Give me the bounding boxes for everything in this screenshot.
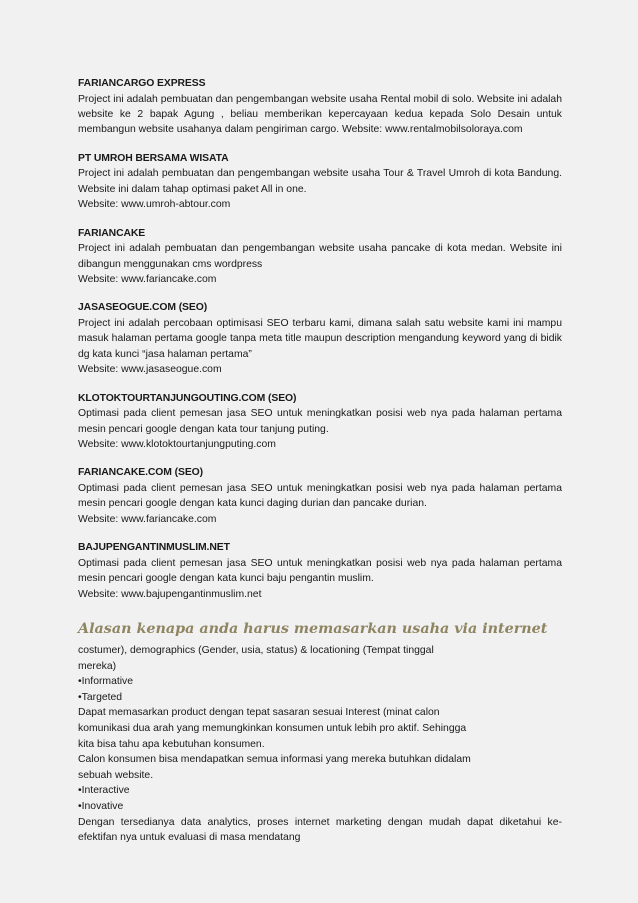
project-website: Website: www.bajupengantinmuslim.net xyxy=(78,588,262,600)
body-line: Dengan tersedianya data analytics, proses internet marketing dengan mudah dapat diketahui ke- xyxy=(78,816,562,828)
section-heading: Alasan kenapa anda harus memasarkan usaha via internet xyxy=(78,621,548,638)
project-title: JASASEOGUE.COM (SEO) xyxy=(78,302,208,314)
body-line: komunikasi dua arah yang memungkinkan konsumen untuk lebih pro aktif. Sehingga xyxy=(78,723,467,735)
project-website: Website: www.jasaseogue.com xyxy=(78,364,222,376)
body-line: mereka) xyxy=(78,660,117,672)
project-title: FARIANCARGO EXPRESS xyxy=(78,78,206,89)
project-entry xyxy=(78,151,562,213)
project-entry xyxy=(78,540,562,602)
body-line: sebuah website. xyxy=(78,769,154,781)
project-website: Website: www.fariancake.com xyxy=(78,274,217,286)
project-website: Website: www.umroh-abtour.com xyxy=(78,199,231,211)
project-entry xyxy=(78,300,562,377)
project-title: BAJUPENGANTINMUSLIM.NET xyxy=(78,542,230,554)
project-title: KLOTOKTOURTANJUNGOUTING.COM (SEO) xyxy=(78,392,297,404)
section-body xyxy=(78,643,562,846)
body-line: Dapat memasarkan product dengan tepat sasaran sesuai Interest (minat calon xyxy=(78,707,440,719)
body-line: kita bisa tahu apa kebutuhan konsumen. xyxy=(78,738,265,750)
bullet-item: •Interactive xyxy=(78,785,130,797)
bullet-item: •Informative xyxy=(78,676,134,688)
page-content xyxy=(78,76,562,846)
project-title: FARIANCAKE xyxy=(78,227,146,239)
body-line: costumer), demographics (Gender, usia, status) & locationing (Tempat tinggal xyxy=(78,645,434,657)
project-website: Website: www.klotoktourtanjungputing.com xyxy=(78,439,276,451)
project-description: Optimasi pada client pemesan jasa SEO untuk meningkatkan posisi web nya pada halaman pertama mesin pencari google dengan kata kunci baju pengantin muslim. xyxy=(78,557,562,585)
project-website: Website: www.fariancake.com xyxy=(78,513,217,525)
project-title: PT UMROH BERSAMA WISATA xyxy=(78,152,229,164)
project-description: Project ini adalah pembuatan dan pengembangan website usaha pancake di kota medan. Website ini dibangun menggunakan cms wordpress xyxy=(78,243,562,270)
project-entry xyxy=(78,391,562,453)
bullet-item: •Targeted xyxy=(78,691,123,703)
project-entry xyxy=(78,226,562,288)
project-description: Project ini adalah pembuatan dan pengembangan website usaha Rental mobil di solo. Website ini adalah website ke 2 bapak Agung , beliau memberikan kepercayaan kedua kepada Solo Desain untuk membangun website usahanya dalam pengiriman cargo. Website: www.rentalmobilsoloraya.com xyxy=(78,93,562,136)
body-line: Calon konsumen bisa mendapatkan semua informasi yang mereka butuhkan didalam xyxy=(78,754,471,766)
project-description: Project ini adalah percobaan optimisasi SEO terbaru kami, dimana salah satu website kami ini mampu masuk halaman pertama google tanpa meta title maupun description mengandung keyword yang di bidik dg kata kunci “jasa halaman pertama” xyxy=(78,318,562,360)
project-description: Optimasi pada client pemesan jasa SEO untuk meningkatkan posisi web nya pada halaman pertama mesin pencari google dengan kata tour tanjung puting. xyxy=(78,408,562,435)
bullet-item: •Inovative xyxy=(78,801,124,813)
project-description: Optimasi pada client pemesan jasa SEO untuk meningkatkan posisi web nya pada halaman pertama mesin pencari google dengan kata kunci daging durian dan pancake durian. xyxy=(78,483,562,510)
body-line: efektifan nya untuk evaluasi di masa mendatang xyxy=(78,832,301,844)
project-description: Project ini adalah pembuatan dan pengembangan website usaha Tour & Travel Umroh di kota Bandung. Website ini dalam tahap optimasi paket All in one. xyxy=(78,168,562,195)
project-entry xyxy=(78,465,562,527)
project-entry xyxy=(78,76,562,138)
project-title: FARIANCAKE.COM (SEO) xyxy=(78,467,203,479)
